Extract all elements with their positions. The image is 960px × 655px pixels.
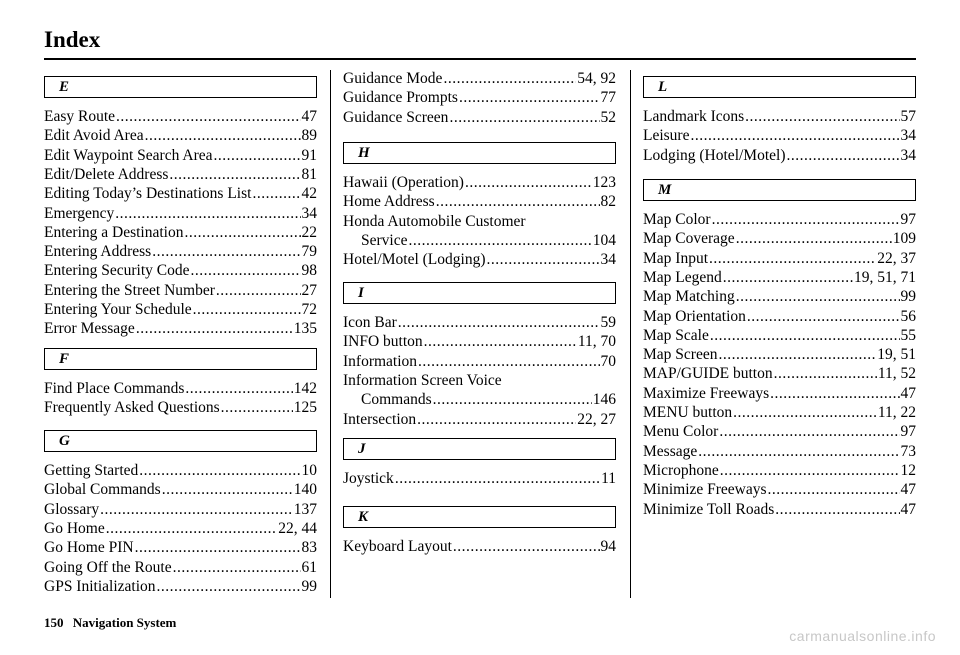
index-entry-label: Entering Address	[44, 243, 152, 261]
index-entry	[44, 519, 317, 538]
index-entry-label: Entering Your Schedule	[44, 301, 192, 318]
index-entry	[643, 126, 916, 145]
index-entry	[44, 165, 317, 184]
index-entry-label: Information	[343, 352, 418, 370]
section-letter: F	[59, 351, 70, 367]
index-entry-label: Global Commands	[44, 481, 161, 499]
index-entry-label: Map Input	[643, 249, 709, 267]
dot-leader	[487, 250, 600, 269]
index-entry	[44, 281, 317, 300]
index-entry-page: 123	[592, 174, 616, 191]
index-entry-label: Edit Waypoint Search Area	[44, 146, 213, 164]
dot-leader	[193, 300, 301, 319]
dot-leader	[162, 480, 293, 499]
index-entry-page: 10	[301, 462, 317, 479]
index-entry-page: 22, 44	[278, 519, 317, 537]
index-entry-page: 99	[301, 577, 317, 595]
index-entry-label: Map Orientation	[643, 307, 746, 325]
dot-leader	[465, 173, 592, 192]
index-entry	[643, 229, 916, 248]
index-entry-page: 27	[301, 281, 317, 299]
index-entry-label: Leisure	[643, 127, 690, 145]
index-entry	[44, 300, 317, 319]
index-entry-page: 55	[900, 326, 916, 344]
column-divider	[330, 70, 331, 598]
index-entry-label: Microphone	[643, 461, 719, 479]
footer-section-name: Navigation System	[72, 615, 177, 630]
index-entry-page: 83	[301, 539, 317, 557]
index-entry-page: 56	[900, 307, 916, 325]
dot-leader	[433, 390, 592, 409]
section-letter-box	[343, 282, 616, 304]
index-entry-label: Getting Started	[44, 462, 139, 479]
dot-leader	[775, 500, 899, 519]
index-entry	[643, 249, 916, 268]
index-entry-page: 97	[900, 423, 916, 441]
index-entry-page: 34	[600, 251, 616, 269]
dot-leader	[736, 229, 892, 248]
dot-leader	[191, 261, 301, 280]
index-entry	[44, 184, 317, 203]
index-entry	[643, 146, 916, 165]
index-entry-label: Intersection	[343, 410, 417, 428]
dot-leader	[214, 146, 301, 165]
dot-leader	[157, 577, 301, 596]
dot-leader	[718, 345, 876, 364]
dot-leader	[185, 379, 292, 398]
index-entry-label: GPS Initialization	[44, 577, 156, 595]
index-entry-label: Minimize Freeways	[643, 481, 767, 499]
index-entry-page: 52	[600, 108, 616, 126]
dot-leader	[747, 307, 900, 326]
index-entry	[44, 379, 317, 398]
dot-leader	[116, 107, 300, 126]
index-entry	[343, 108, 616, 127]
index-entry	[44, 538, 317, 557]
dot-leader	[145, 126, 301, 145]
index-entry	[343, 352, 616, 371]
index-entry-page: 94	[600, 538, 616, 555]
index-entry-page: 22, 37	[877, 249, 916, 267]
index-entry	[44, 398, 317, 417]
index-entry-page: 34	[900, 127, 916, 145]
index-entry-label: Entering the Street Number	[44, 281, 215, 299]
dot-leader	[395, 469, 600, 488]
index-entry-label: Lodging (Hotel/Motel)	[643, 146, 786, 164]
index-entry-page: 47	[900, 384, 916, 402]
dot-leader	[453, 537, 600, 556]
page-number: 150	[44, 615, 64, 630]
index-entry-label: Home Address	[343, 193, 435, 211]
dot-leader	[449, 108, 599, 127]
index-entry-page: 11, 70	[577, 333, 616, 351]
index-entry-label: Map Matching	[643, 288, 735, 306]
dot-leader	[424, 332, 577, 351]
index-entry-page: 47	[301, 108, 317, 125]
index-entry	[44, 558, 317, 577]
dot-leader	[774, 364, 877, 383]
index-entry-label: Guidance Prompts	[343, 89, 458, 107]
section-letter: K	[358, 509, 369, 525]
dot-leader	[173, 558, 301, 577]
index-entry-page: 146	[592, 391, 616, 409]
section-letter-box	[343, 438, 616, 460]
section-letter-box	[44, 430, 317, 452]
index-entry	[643, 326, 916, 345]
index-entry	[643, 307, 916, 326]
index-entry-page: 22	[301, 223, 317, 241]
index-entry-label: INFO button	[343, 333, 423, 351]
dot-leader	[787, 146, 900, 165]
section-letter-box	[643, 76, 916, 98]
index-entry	[643, 364, 916, 383]
index-entry-label: Map Scale	[643, 326, 709, 344]
index-entry-page: 57	[900, 108, 916, 125]
index-entry-page: 91	[301, 146, 317, 164]
index-entry-page: 125	[293, 399, 317, 417]
index-entry-label: Maximize Freeways	[643, 384, 770, 402]
index-entry-page: 19, 51, 71	[854, 268, 916, 286]
index-entry-page: 73	[900, 442, 916, 460]
dot-leader	[136, 319, 293, 338]
dot-leader	[100, 500, 293, 519]
dot-leader	[139, 461, 300, 480]
index-entry-label: Go Home PIN	[44, 539, 134, 557]
dot-leader	[719, 422, 899, 441]
index-entry-label: MENU button	[643, 404, 733, 421]
index-entry-page: 11, 52	[877, 365, 916, 383]
index-entry-page: 81	[301, 165, 317, 183]
index-entry-label: Frequently Asked Questions	[44, 399, 220, 417]
index-entry	[643, 500, 916, 519]
index-entry-label: Error Message	[44, 320, 135, 338]
index-entry-label: Hawaii (Operation)	[343, 174, 464, 191]
index-entry-label: Edit Avoid Area	[44, 127, 144, 145]
index-entry	[44, 480, 317, 499]
dot-leader	[712, 210, 900, 229]
dot-leader	[736, 287, 900, 306]
index-entry-page: 12	[900, 461, 916, 479]
dot-leader	[106, 519, 278, 538]
dot-leader	[184, 223, 300, 242]
index-entry-page: 34	[301, 204, 317, 222]
index-entry	[343, 469, 616, 488]
page-title: Index	[44, 27, 101, 52]
index-entry	[643, 384, 916, 403]
index-entry	[643, 268, 916, 287]
index-entry-label: Entering Security Code	[44, 262, 190, 280]
dot-leader	[770, 384, 899, 403]
index-entry	[44, 107, 317, 126]
index-entry-page: 104	[592, 231, 616, 249]
dot-leader	[698, 442, 899, 461]
index-entry	[643, 480, 916, 499]
section-letter: L	[658, 79, 668, 95]
index-entry-page: 34	[900, 146, 916, 164]
index-entry-label: Information Screen Voice	[343, 371, 502, 389]
page-footer	[44, 614, 176, 632]
index-entry-label: Edit/Delete Address	[44, 165, 169, 183]
index-entry	[44, 319, 317, 338]
index-entry	[44, 500, 317, 519]
section-letter-box	[343, 142, 616, 164]
index-entry	[643, 345, 916, 364]
section-letter: I	[358, 285, 364, 301]
index-entry-page: 11, 22	[877, 404, 916, 421]
index-entry	[343, 192, 616, 211]
index-entry-label: Emergency	[44, 204, 115, 222]
index-entry-page: 140	[293, 481, 317, 499]
index-entry	[343, 231, 616, 250]
dot-leader	[216, 281, 301, 300]
index-entry-page: 42	[301, 185, 317, 203]
title-rule	[44, 58, 916, 60]
dot-leader	[459, 88, 600, 107]
index-entry	[643, 107, 916, 126]
index-entry-label: Minimize Toll Roads	[643, 500, 775, 518]
index-entry-page: 47	[900, 500, 916, 518]
index-entry	[343, 69, 616, 88]
index-entry-page: 61	[301, 558, 317, 576]
section-letter: G	[59, 433, 70, 449]
index-entry-label: Map Color	[643, 211, 711, 228]
index-entry-page: 59	[600, 314, 616, 331]
index-entry-label: Service	[361, 231, 408, 249]
section-letter-box	[643, 179, 916, 201]
dot-leader	[221, 398, 293, 417]
index-entry	[643, 210, 916, 229]
index-entry-label: Going Off the Route	[44, 558, 172, 576]
index-entry-page: 97	[900, 211, 916, 228]
index-entry-page: 135	[293, 320, 317, 338]
index-entry-page: 109	[892, 230, 916, 248]
index-entry	[44, 204, 317, 223]
dot-leader	[418, 352, 599, 371]
index-entry-label: Map Legend	[643, 268, 722, 286]
index-entry	[44, 461, 317, 480]
index-entry	[643, 422, 916, 441]
index-entry	[643, 287, 916, 306]
index-entry-label: Message	[643, 442, 698, 460]
index-entry	[343, 88, 616, 107]
index-entry	[343, 537, 616, 556]
section-letter-box	[44, 76, 317, 98]
dot-leader	[709, 249, 876, 268]
dot-leader	[723, 268, 853, 287]
index-entry-page: 142	[293, 380, 317, 397]
dot-leader	[710, 326, 900, 345]
index-entry	[44, 223, 317, 242]
dot-leader	[408, 231, 591, 250]
index-entry-label: Map Screen	[643, 346, 718, 364]
index-entry-label: Find Place Commands	[44, 380, 185, 397]
index-entry-page: 72	[301, 301, 317, 318]
index-entry-label: Editing Today’s Destinations List	[44, 185, 252, 203]
index-entry	[643, 442, 916, 461]
dot-leader	[417, 410, 576, 429]
index-entry-page: 82	[600, 193, 616, 211]
dot-leader	[115, 204, 300, 223]
index-entry-label: Icon Bar	[343, 314, 397, 331]
column-divider	[630, 70, 631, 598]
index-entry-label: Commands	[361, 391, 432, 409]
index-entry-page: 19, 51	[877, 346, 916, 364]
index-entry	[643, 461, 916, 480]
index-entry-label: Easy Route	[44, 108, 116, 125]
index-entry-label: Entering a Destination	[44, 223, 184, 241]
index-entry-label: Map Coverage	[643, 230, 735, 248]
index-entry	[44, 242, 317, 261]
section-letter: H	[358, 145, 370, 161]
index-entry-page: 54, 92	[577, 70, 616, 87]
dot-leader	[135, 538, 301, 557]
dot-leader	[443, 69, 576, 88]
section-letter: M	[658, 182, 672, 198]
index-entry-label: Menu Color	[643, 423, 719, 441]
dot-leader	[745, 107, 899, 126]
index-entry-label: Landmark Icons	[643, 108, 745, 125]
dot-leader	[252, 184, 300, 203]
index-entry	[44, 577, 317, 596]
index-entry	[343, 390, 616, 409]
index-entry	[44, 261, 317, 280]
index-entry-label: Joystick	[343, 470, 394, 487]
dot-leader	[768, 480, 900, 499]
index-entry-page: 79	[301, 243, 317, 261]
dot-leader	[690, 126, 899, 145]
index-entry-page: 11	[601, 470, 616, 487]
dot-leader	[720, 461, 900, 480]
index-entry	[44, 146, 317, 165]
section-letter-box	[44, 348, 317, 370]
section-letter: J	[358, 441, 366, 457]
index-entry	[343, 410, 616, 429]
index-entry-label: Go Home	[44, 519, 105, 537]
dot-leader	[169, 165, 300, 184]
index-entry-label: Guidance Mode	[343, 70, 443, 87]
index-entry	[343, 250, 616, 269]
index-entry	[343, 313, 616, 332]
index-entry-label: Guidance Screen	[343, 108, 449, 126]
index-entry-page: 98	[301, 262, 317, 280]
index-entry	[343, 173, 616, 192]
section-letter-box	[343, 506, 616, 528]
index-entry-page: 99	[900, 288, 916, 306]
index-entry	[343, 332, 616, 351]
section-letter: E	[59, 79, 70, 95]
index-entry-page: 22, 27	[577, 410, 616, 428]
watermark: carmanualsonline.info	[789, 628, 936, 644]
dot-leader	[436, 192, 600, 211]
index-entry-label: MAP/GUIDE button	[643, 365, 773, 383]
dot-leader	[733, 403, 877, 422]
index-entry-page: 70	[600, 352, 616, 370]
index-entry-label: Honda Automobile Customer	[343, 212, 526, 230]
index-entry	[44, 126, 317, 145]
dot-leader	[398, 313, 600, 332]
index-entry-label: Glossary	[44, 500, 100, 518]
index-entry-label: Keyboard Layout	[343, 538, 452, 555]
index-entry-label: Hotel/Motel (Lodging)	[343, 251, 486, 269]
index-entry-page: 47	[900, 481, 916, 499]
index-entry-page: 137	[293, 500, 317, 518]
dot-leader	[152, 242, 300, 261]
index-entry	[643, 403, 916, 422]
index-entry-page: 89	[301, 127, 317, 145]
index-entry-page: 77	[600, 89, 616, 107]
